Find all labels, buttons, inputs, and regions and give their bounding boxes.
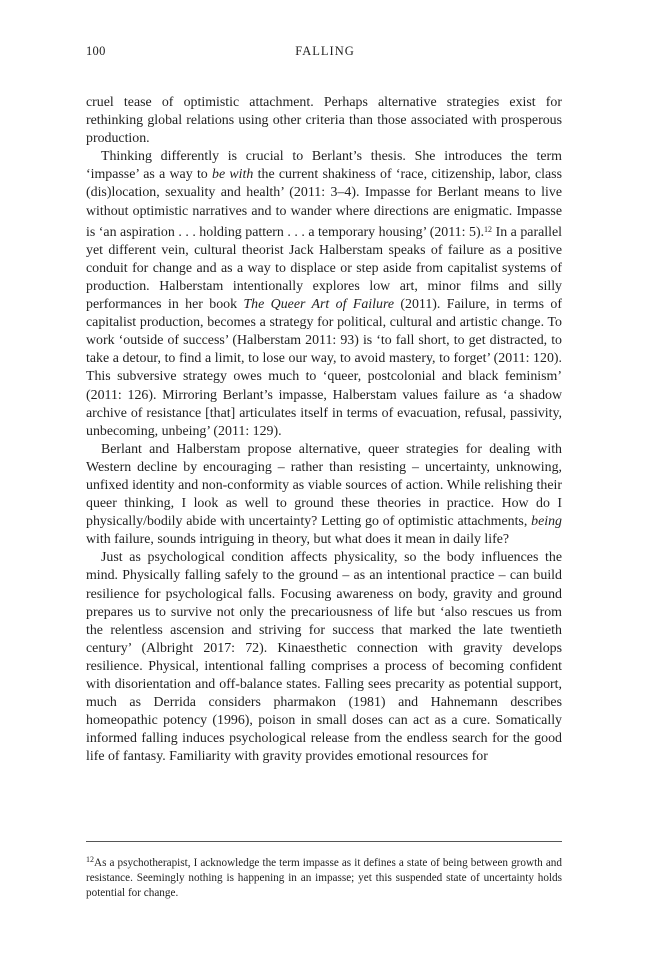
text-run: the current shakiness of ‘race, citizenship, labor, class (dis)location, sexuality and health’ (2011: 3–4). Impasse for Berlant means to live without optimistic narratives and to wander where directions are enigmatic. Impasse is ‘an aspiration . . . holding pattern . . . a temporary housing’ (2011: 5). bbox=[86, 167, 562, 240]
paragraph bbox=[86, 441, 562, 550]
page-number: 100 bbox=[86, 44, 106, 58]
page-header bbox=[86, 44, 564, 64]
paragraph bbox=[86, 549, 562, 766]
text-run: Thinking differently is crucial to Berlant’s thesis. She introduces the term ‘impasse’ as a way to bbox=[86, 149, 562, 183]
text-run: Berlant and Halberstam propose alternative, queer strategies for dealing with Western decline by encouraging – rather than resisting – uncertainty, unknowing, unfixed identity and non-conformity as viable sources of action. While relishing their queer thinking, I look as well to ground these theories in practice. How do I physically/bodily abide with uncertainty? Letting go of optimistic attachments, bbox=[86, 441, 562, 530]
footnote-reference: 12 bbox=[484, 224, 493, 234]
paragraph bbox=[86, 148, 562, 441]
text-run: (2011). Failure, in terms of capitalist production, becomes a strategy for political, cultural and artistic change. To work ‘outside of success’ (Halberstam 2011: 93) is ‘to fall short, to get distracted, to take a detour, to find a limit, to lose our way, to avoid mastery, to forget’ (2011: 120). This subversive strategy owes much to ‘queer, postcolonial and black feminism’ (2011: 126). Mirroring Berlant’s impasse, Halberstam values failure as ‘a shadow archive of resistance [that] articulates itself in terms of evacuation, refusal, passivity, unbecoming, unbeing’ (2011: 129). bbox=[86, 297, 562, 439]
footnote-mark: 12 bbox=[86, 855, 94, 864]
body-text bbox=[86, 94, 562, 766]
italic-text: The Queer Art of Failure bbox=[243, 297, 394, 313]
footnote-divider bbox=[86, 841, 562, 842]
text-run: cruel tease of optimistic attachment. Perhaps alternative strategies exist for rethinking global relations using other criteria than those associated with prosperous production. bbox=[86, 95, 562, 147]
footnotes bbox=[86, 852, 562, 901]
paragraph bbox=[86, 94, 562, 148]
italic-text: being bbox=[531, 514, 562, 530]
footnote-text: As a psychotherapist, I acknowledge the term impasse as it defines a state of being between growth and resistance. Seemingly nothing is happening in an impasse; yet this suspended state of uncertainty holds potential for change. bbox=[86, 857, 562, 899]
text-run: Just as psychological condition affects physicality, so the body influences the mind. Physically falling safely to the ground – as an intentional practice – can build resilience for psychological falls. Focusing awareness on body, gravity and ground prepares us to survive not only the precariousness of life but ‘also rescues us from the relentless ascension and striving for success that marked the late twentieth century’ (Albright 2017: 72). Kinaesthetic connection with gravity develops resilience. Physical, intentional falling comprises a process of becoming confident with disorientation and off-balance states. Falling sees precarity as potential support, much as Derrida considers pharmakon (1981) and Hahnemann describes homeopathic potency (1996), poison in small doses can act as a cure. Somatically informed falling induces psychological release from the endless search for the good life of fantasy. Familiarity with gravity provides emotional resources for bbox=[86, 550, 562, 765]
italic-text: be with bbox=[212, 167, 254, 183]
running-head: FALLING bbox=[295, 44, 355, 58]
text-run: In a parallel yet different vein, cultural theorist Jack Halberstam speaks of failure as a positive conduit for change and as a way to displace or step aside from capitalist systems of production. Halberstam intentionally explores low art, minor films and silly performances in her book bbox=[86, 224, 562, 313]
text-run: with failure, sounds intriguing in theory, but what does it mean in daily life? bbox=[86, 532, 510, 548]
footnote bbox=[86, 852, 562, 901]
